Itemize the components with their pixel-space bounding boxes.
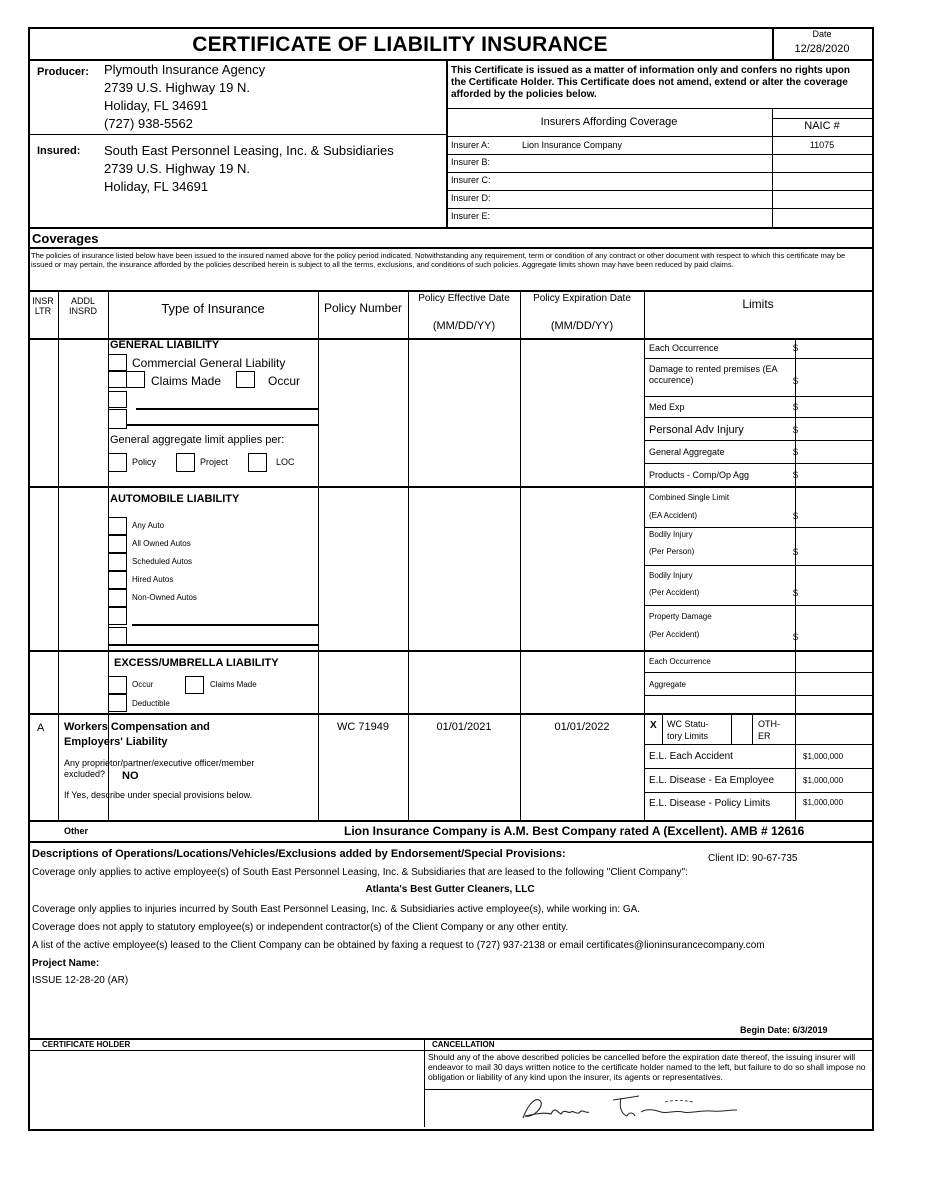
cancellation-text: Should any of the above described policies be cancelled before the expiration date thereof, the issuing insurer will endeavor to mail 30 days written notice to the certificate holder named to the left, but failure to do so shall impose no obligation or liability of any kind upon the insurer, its agents or representatives. <box>428 1052 866 1082</box>
gl-other-checkbox-3[interactable] <box>108 413 127 429</box>
loc-label: LOC <box>276 457 295 467</box>
auto-other-checkbox-2[interactable] <box>108 627 127 645</box>
excess-liability-title: EXCESS/UMBRELLA LIABILITY <box>114 657 279 669</box>
wc-limit-label: E.L. Each Accident <box>649 751 733 762</box>
auto-item: Non-Owned Autos <box>132 593 197 602</box>
auto-limit-value: $ <box>793 547 799 557</box>
description-line: Coverage does not apply to statutory employee(s) or independent contractor(s) of the Client Company or any other entity. <box>32 922 569 933</box>
insurer-c-label: Insurer C: <box>451 175 491 185</box>
naic-header: NAIC # <box>804 120 840 132</box>
coverages-statement: The policies of insurance listed below have been issued to the insured named above for the policy period indicated. Notwithstanding any requirement, term or condition of any contract or other document with respect to which this certificate may be issued or may pertain, the insurance afforded by the policies described herein is subject to all the terms, exclusions, and conditions of such policies. Aggregate limits shown may have been reduced by paid claims. <box>31 251 846 269</box>
auto-limit-label: Bodily Injury <box>649 571 693 580</box>
non-owned-autos-checkbox[interactable] <box>108 589 127 607</box>
wc-limit-label: E.L. Disease - Ea Employee <box>649 775 775 786</box>
agg-applies-label: General aggregate limit applies per: <box>110 434 285 446</box>
excess-claims-made-label: Claims Made <box>210 680 257 689</box>
wc-other-label: ER <box>758 731 771 741</box>
other-label: Other <box>64 826 89 836</box>
cancellation-label: CANCELLATION <box>432 1040 495 1049</box>
col-type-of-insurance: Type of Insurance <box>161 301 265 316</box>
producer-name: Plymouth Insurance Agency <box>104 62 266 77</box>
auto-item: All Owned Autos <box>132 539 191 548</box>
description-line: A list of the active employee(s) leased to the Client Company can be obtained by faxing a request to (727) 937-2138 or email certificates@lioninsurancecompany.com <box>32 940 765 951</box>
producer-phone: (727) 938-5562 <box>104 116 193 131</box>
col-policy-number: Policy Number <box>323 301 403 315</box>
wc-policy-number: WC 71949 <box>337 721 389 733</box>
occur-label: Occur <box>268 374 301 388</box>
gl-limit-label: General Aggregate <box>649 447 725 457</box>
gl-limit-label: Med Exp <box>649 402 685 412</box>
wc-title-line2: Employers' Liability <box>64 736 168 748</box>
excess-limit-label: Aggregate <box>649 680 686 689</box>
col-insr-ltr: INSR LTR <box>32 296 54 316</box>
wc-statutory-label: tory Limits <box>667 731 709 741</box>
insurer-a-label: Insurer A: <box>451 140 490 150</box>
loc-checkbox[interactable] <box>248 453 267 472</box>
col-effective-format: (MM/DD/YY) <box>432 320 496 332</box>
hired-autos-checkbox[interactable] <box>108 571 127 589</box>
certificate-holder-box[interactable] <box>30 1052 422 1125</box>
wc-limit-value: $1,000,000 <box>803 776 844 785</box>
wc-limit-value: $1,000,000 <box>803 798 844 807</box>
producer-label: Producer: <box>37 66 89 78</box>
auto-limit-value: $ <box>793 511 799 521</box>
wc-title-line1: Workers Compensation and <box>64 721 210 733</box>
auto-limit-value: $ <box>793 632 799 642</box>
wc-limit-label: E.L. Disease - Policy Limits <box>649 798 771 809</box>
auto-limit-label: (Per Accident) <box>649 588 700 597</box>
project-label: Project <box>200 457 229 467</box>
certificate-title: CERTIFICATE OF LIABILITY INSURANCE <box>192 33 608 56</box>
cgl-label: Commercial General Liability <box>132 356 286 370</box>
gl-limit-value: $ <box>793 402 799 412</box>
cgl-checkbox[interactable] <box>108 354 127 371</box>
auto-liability-title: AUTOMOBILE LIABILITY <box>110 493 240 505</box>
claims-made-label: Claims Made <box>151 374 222 388</box>
claims-made-checkbox[interactable] <box>126 371 145 388</box>
auto-limit-label: (Per Person) <box>649 547 695 556</box>
wc-question-line2: excluded? <box>64 769 106 779</box>
all-owned-autos-checkbox[interactable] <box>108 535 127 553</box>
deductible-label: Deductible <box>132 699 170 708</box>
insurers-header: Insurers Affording Coverage <box>540 116 678 128</box>
date-label: Date <box>812 29 832 39</box>
insured-address1: 2739 U.S. Highway 19 N. <box>104 161 250 176</box>
wc-expiration-date: 01/01/2022 <box>554 721 610 733</box>
insurer-a-naic: 11075 <box>809 140 835 150</box>
begin-date: Begin Date: 6/3/2019 <box>740 1025 828 1035</box>
certificate-notice: This Certificate is issued as a matter of information only and confers no rights upon the Certificate Holder. This Certificate does not amend, extend or alter the coverage afforded by the policies below. <box>451 65 850 100</box>
excess-limit-label: Each Occurrence <box>649 657 711 666</box>
col-effective-date: Policy Effective Date <box>418 293 510 304</box>
insurer-d-label: Insurer D: <box>451 193 491 203</box>
gl-limit-label: Damage to rented premises (EA occurence) <box>649 364 778 385</box>
wc-statutory-x-mark[interactable]: X <box>650 720 657 731</box>
client-id: Client ID: 90-67-735 <box>708 853 798 864</box>
auto-limit-value: $ <box>793 588 799 598</box>
policy-checkbox[interactable] <box>108 453 127 472</box>
gl-limit-value: $ <box>793 343 799 353</box>
gl-limit-label: Personal Adv Injury <box>649 424 744 436</box>
wc-question-line1: Any proprietor/partner/executive officer/member <box>64 758 255 768</box>
excess-claims-made-checkbox[interactable] <box>185 676 204 694</box>
insurer-a-name: Lion Insurance Company <box>522 140 623 150</box>
insurer-e-label: Insurer E: <box>451 211 491 221</box>
auto-item: Scheduled Autos <box>132 557 193 566</box>
client-company-name: Atlanta's Best Gutter Cleaners, LLC <box>365 884 535 895</box>
insurer-b-label: Insurer B: <box>451 157 491 167</box>
auto-limit-label: (EA Accident) <box>649 511 698 520</box>
project-checkbox[interactable] <box>176 453 195 472</box>
gl-limit-label: Each Occurrence <box>649 343 719 353</box>
wc-statutory-label: WC Statu- <box>667 719 709 729</box>
col-expiration-format: (MM/DD/YY) <box>550 320 614 332</box>
col-addl-insrd: ADDL INSRD <box>68 296 97 316</box>
certificate-holder-label: CERTIFICATE HOLDER <box>42 1040 131 1049</box>
insured-address2: Holiday, FL 34691 <box>104 179 209 194</box>
wc-ifyes-note: If Yes, describe under special provisions below. <box>64 790 253 800</box>
producer-address1: 2739 U.S. Highway 19 N. <box>104 80 250 95</box>
wc-excluded-answer: NO <box>122 770 139 782</box>
policy-label: Policy <box>132 457 157 467</box>
any-auto-checkbox[interactable] <box>108 517 127 535</box>
gl-limit-value: $ <box>793 425 799 435</box>
auto-limit-label: Property Damage <box>649 612 712 621</box>
description-line: Coverage only applies to injuries incurred by South East Personnel Leasing, Inc. & Subsidiaries active employee(s), while working in: GA. <box>32 904 641 915</box>
col-expiration-date: Policy Expiration Date <box>533 293 631 304</box>
col-limits: Limits <box>742 297 774 311</box>
project-name-label: Project Name: <box>32 958 100 969</box>
auto-limit-label: Bodily Injury <box>649 530 693 539</box>
excess-occur-checkbox[interactable] <box>108 676 127 694</box>
authorized-signature <box>515 1092 745 1124</box>
claims-made-checkbox-blank[interactable] <box>108 371 127 388</box>
producer-address2: Holiday, FL 34691 <box>104 98 209 113</box>
project-name-value: ISSUE 12-28-20 (AR) <box>32 975 129 986</box>
auto-limit-label: (Per Accident) <box>649 630 700 639</box>
wc-insurer-letter: A <box>37 722 45 734</box>
coverages-heading: Coverages <box>32 231 99 246</box>
description-line: Coverage only applies to active employee(s) of South East Personnel Leasing, Inc. & Subsidiaries that are leased to the following "Client Company": <box>32 867 688 878</box>
auto-item: Hired Autos <box>132 575 174 584</box>
other-text: Lion Insurance Company is A.M. Best Company rated A (Excellent). AMB # 12616 <box>344 824 805 838</box>
gl-limit-value: $ <box>793 376 799 386</box>
gl-limit-value: $ <box>793 447 799 457</box>
insured-label: Insured: <box>37 145 81 157</box>
insured-name: South East Personnel Leasing, Inc. & Subsidiaries <box>104 143 394 158</box>
occur-checkbox[interactable] <box>236 371 255 388</box>
auto-other-checkbox-1[interactable] <box>108 607 127 625</box>
general-liability-title: GENERAL LIABILITY <box>110 339 220 351</box>
deductible-checkbox[interactable] <box>108 694 127 712</box>
excess-occur-label: Occur <box>132 680 154 689</box>
gl-limit-label: Products - Comp/Op Agg <box>649 470 750 480</box>
descriptions-heading: Descriptions of Operations/Locations/Vehicles/Exclusions added by Endorsement/Special Provisions: <box>32 848 566 860</box>
auto-limit-label: Combined Single Limit <box>649 493 730 502</box>
gl-other-checkbox-1[interactable] <box>108 391 127 408</box>
wc-limit-value: $1,000,000 <box>803 752 844 761</box>
gl-limit-value: $ <box>793 470 799 480</box>
date-value: 12/28/2020 <box>794 43 850 55</box>
auto-item: Any Auto <box>132 521 165 530</box>
wc-effective-date: 01/01/2021 <box>436 721 492 733</box>
scheduled-autos-checkbox[interactable] <box>108 553 127 571</box>
wc-other-label: OTH- <box>758 719 780 729</box>
